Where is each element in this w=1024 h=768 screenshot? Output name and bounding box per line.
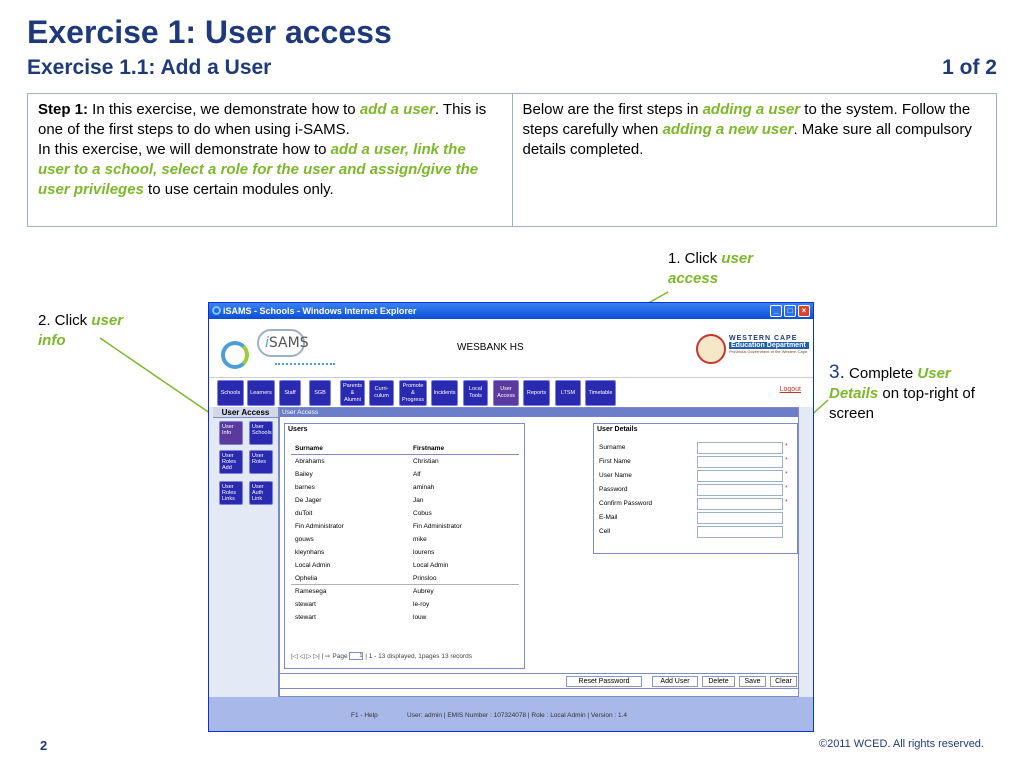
logo-dots [275,363,335,369]
cell-firstname: mike [413,536,427,543]
instr-text: In this exercise, we demonstrate how to [88,101,360,118]
field-label: First Name [599,458,631,465]
last-page-icon[interactable]: ▷| [313,652,320,660]
nav-reports[interactable]: Reports [523,380,550,406]
window-titlebar [209,303,813,319]
nav-timetable[interactable]: Timetable [585,380,616,406]
school-name: WESBANK HS [457,342,524,353]
save-button[interactable]: Save [739,676,766,687]
slide-number: 2 [40,738,48,753]
cell-firstname: le-roy [413,601,430,608]
isams-logo-icon [221,341,249,369]
side-user-roles-links[interactable]: User Roles Links [219,481,243,505]
app-header [209,319,813,377]
arrow-user-info [100,338,220,420]
column-firstname[interactable]: Firstname [413,444,445,452]
callout-number: 3. [829,362,845,383]
wced-logo-line1: WESTERN CAPE [729,335,798,342]
confirm-password-input[interactable] [697,498,783,510]
cell-surname: Ramesega [295,588,327,595]
side-user-roles[interactable]: User Roles [249,450,273,474]
pager-info: | 1 - 13 displayed, 1pages 13 records [365,652,473,660]
callout-text: 2. Click [38,312,92,329]
instr-highlight: adding a user [702,101,801,118]
cell-surname: barnes [295,484,315,491]
isams-logo: iSAMS [257,329,305,357]
cell-firstname: lourens [413,549,435,556]
details-panel-title: User Details [597,426,638,433]
nav-user-access[interactable]: User Access [493,380,519,406]
callout-highlight: user access [668,250,754,287]
required-marker: * [785,457,788,464]
next-page-icon[interactable]: ▷ [306,652,312,660]
cell-firstname: aminah [413,484,435,491]
instr-text: Below are the first steps in [522,101,703,118]
cell-firstname: Prinsloo [413,574,437,582]
cell-surname: duToit [295,510,313,517]
nav-curriculum[interactable]: Curri-culum [369,380,394,406]
slide-title: Exercise 1: User access [27,14,392,50]
page-number-input[interactable]: 1 [349,652,363,660]
field-surname [599,442,794,454]
cell-firstname: Local Admin [413,562,449,569]
nav-staff[interactable]: Staff [279,380,301,406]
wced-logo-line3: Provincial Government of the Western Cape [729,349,808,354]
side-panel-header: User Access [213,407,278,418]
nav-incidents[interactable]: Incidents [431,380,458,406]
cell-firstname: Alf [413,471,421,478]
field-email [599,512,794,524]
nav-local-tools[interactable]: Local Tools [463,380,488,406]
cell-surname: De Jager [295,497,322,504]
field-label: Cell [599,528,611,535]
side-panel [213,407,279,697]
table-row[interactable] [291,468,519,481]
clear-button[interactable]: Clear [770,676,797,687]
side-user-info[interactable]: User Info [219,421,243,445]
required-marker: * [785,485,788,492]
maximize-button[interactable]: □ [784,305,796,317]
main-area [279,407,799,697]
cell-firstname: Aubrey [413,588,434,595]
field-label: Password [599,486,628,493]
minimize-button[interactable]: _ [770,305,782,317]
slide-subtitle: Exercise 1.1: Add a User [27,56,272,79]
field-cell [599,526,794,538]
instr-text: to the system. Follow the steps carefully when [522,101,971,138]
prev-page-icon[interactable]: ◁ [299,652,305,660]
password-input[interactable] [697,484,783,496]
cell-surname: Ophelia [295,574,318,582]
field-password [599,484,794,496]
callout-highlight: user info [38,312,124,349]
field-confirm-password [599,498,794,510]
email-input[interactable] [697,512,783,524]
nav-sgb[interactable]: SGB [309,380,331,406]
main-titlebar: User Access [280,408,798,417]
table-row[interactable] [291,481,519,494]
delete-button[interactable]: Delete [702,676,735,687]
nav-schools[interactable]: Schools [217,380,244,406]
table-row[interactable] [291,559,519,572]
cell-input[interactable] [697,526,783,538]
instr-text: In this exercise, we will demonstrate how to [38,141,331,158]
cell-firstname: Fin Administrator [413,523,462,530]
window-title: iSAMS - Schools - Windows Internet Explorer [223,306,417,316]
pager-label: Page [332,652,348,660]
table-row[interactable] [291,585,519,598]
callout-text: Complete [844,365,918,382]
instr-highlight: add a user, link the user to a school, select a role for the user and assign/give the user privileges [38,141,479,198]
status-bar [209,697,813,732]
pager: |◁ ◁ ▷ ▷| | ⇨ Page 1 | 1 - 13 displayed, 1pages 13 records [291,652,473,660]
wced-logo-line2: Education Department [729,342,809,349]
cell-surname: Fin Administrator [295,523,344,530]
required-marker: * [785,443,788,450]
nav-ltsm[interactable]: LTSM [555,380,581,406]
instr-text: . This is one of the first steps to do when using i-SAMS. [38,101,487,138]
table-row[interactable] [291,572,519,585]
instr-highlight: add a user [359,101,435,118]
table-row[interactable] [291,598,519,611]
reset-password-button[interactable]: Reset Password [566,676,642,687]
required-marker: * [785,499,788,506]
users-panel-title: Users [288,426,308,433]
browser-window [208,302,814,732]
nav-parents-alumni[interactable]: Parents & Alumni [340,380,365,406]
users-table [291,442,519,624]
table-row[interactable] [291,455,519,468]
add-user-button[interactable]: Add User [652,676,698,687]
table-row[interactable] [291,507,519,520]
field-first-name [599,456,794,468]
users-panel [284,423,525,669]
cell-surname: gouws [295,536,314,543]
action-bar [279,673,799,689]
cell-surname: Abrahams [295,458,325,465]
user-name-input[interactable] [697,470,783,482]
ie-icon [212,306,221,315]
surname-input[interactable] [697,442,783,454]
side-user-auth-link[interactable]: User Auth Link [249,481,273,505]
table-row[interactable] [291,494,519,507]
session-info: User: admin | EMIS Number : 107324078 | Role : Local Admin | Version : 1.4 [407,712,628,719]
user-details-panel [593,423,798,554]
cell-firstname: Cobus [413,510,432,517]
instr-text: to use certain modules only. [143,181,334,198]
cell-surname: Bailey [295,471,313,478]
logout-link[interactable]: Logout [779,386,801,393]
copyright: ©2011 WCED. All rights reserved. [818,738,984,750]
cell-surname: Local Admin [295,562,331,569]
cell-firstname: Jan [413,497,424,504]
app-body [209,407,813,697]
refresh-icon[interactable]: ⇨ [325,652,331,660]
callout-text: on top-right of screen [829,385,975,422]
step-label: Step 1: [38,101,89,118]
field-label: Surname [599,444,626,451]
cell-surname: kleynhans [295,549,325,556]
field-label: User Name [599,472,632,479]
field-label: Confirm Password [599,500,653,507]
column-surname[interactable]: Surname [295,444,323,452]
cell-surname: stewart [295,601,316,608]
users-table-header [291,442,519,455]
nav-learners[interactable]: Learners [247,380,275,406]
first-page-icon[interactable]: |◁ [291,652,298,660]
logo-text: SAMS [268,335,309,351]
table-row[interactable] [291,611,519,624]
first-name-input[interactable] [697,456,783,468]
side-user-roles-add[interactable]: User Roles Add [219,450,243,474]
close-button[interactable]: × [798,305,810,317]
side-user-schools[interactable]: User Schools [249,421,273,445]
instr-highlight: adding a new user [662,121,794,138]
callout-highlight: User Details [829,365,951,402]
table-row[interactable] [291,533,519,546]
module-navbar [209,377,813,407]
cell-firstname: Christian [413,458,439,465]
table-row[interactable] [291,520,519,533]
table-row[interactable] [291,546,519,559]
instr-text: . Make sure all compulsory details completed. [522,121,972,158]
field-label: E-Mail [599,514,618,521]
cell-firstname: louw [413,614,427,621]
callout-text: 1. Click [668,250,722,267]
help-hint: F1 - Help [351,712,378,719]
nav-promote-progress[interactable]: Promote & Progress [399,380,427,406]
field-user-name [599,470,794,482]
cell-surname: stewart [295,614,316,621]
crest-icon [696,334,726,364]
page-count: 1 of 2 [942,56,997,79]
required-marker: * [785,471,788,478]
wced-logo [729,335,809,354]
